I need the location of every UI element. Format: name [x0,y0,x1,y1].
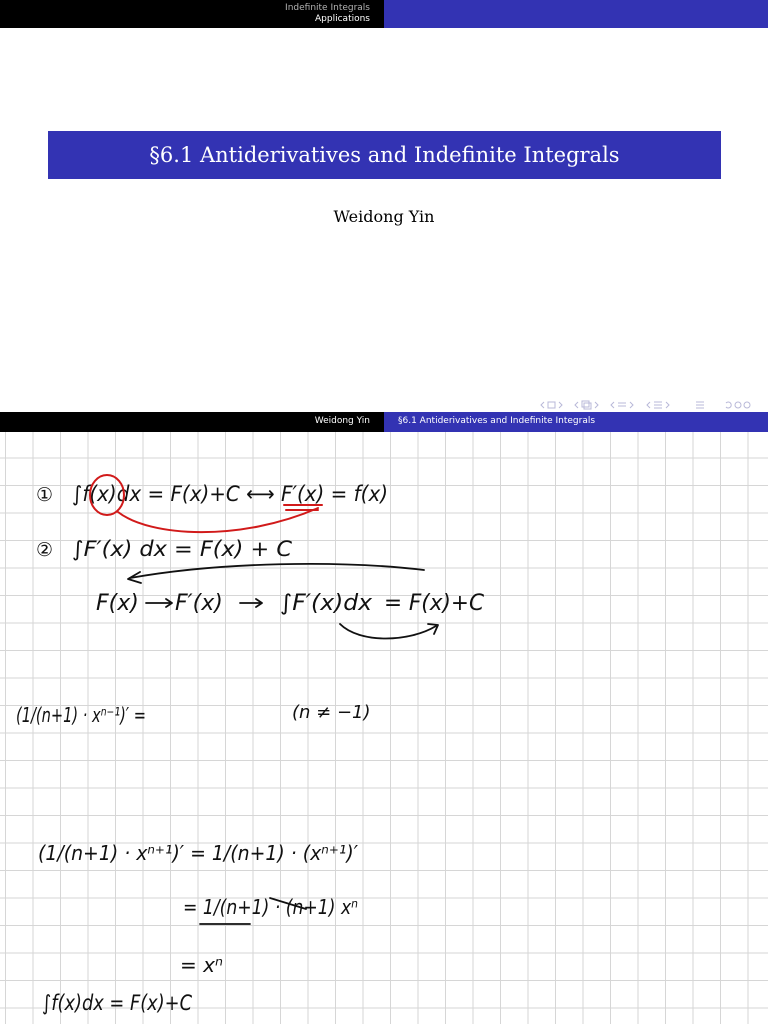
nav-section-indefinite-integrals[interactable]: Indefinite Integrals [285,3,370,13]
beamer-navigation-icons[interactable] [540,398,760,412]
nav-frame-icon [548,402,555,408]
title-box [48,131,721,179]
note-line-3-fprime: F′(x) [175,591,223,616]
note-line-3-integral: ∫F′(x)dx [280,591,374,616]
nav-prev-frame-icon [541,402,544,408]
slide-title: §6.1 Antiderivatives and Indefinite Integrals [149,143,620,167]
note-line-3-result: = F(x)+C [384,591,485,616]
note-expr-2-result: = xⁿ [180,953,223,977]
curved-arrow-annotation [340,624,436,639]
note-line-1: ∫f(x)dx = F(x)+C ⟷ F′(x) = f(x) [72,482,388,506]
footer-title: §6.1 Antiderivatives and Indefinite Integrals [398,416,596,426]
arrow-icon [146,599,172,607]
footer-author: Weidong Yin [314,416,370,426]
title-slide [0,0,768,412]
red-arrow-annotation [118,508,318,532]
red-underline-annotation [284,505,322,510]
note-expr-3: ∫f(x)dx = F(x)+C [42,991,193,1015]
nav-section-applications[interactable]: Applications [315,14,370,24]
back-arrow-annotation [130,564,424,578]
note-line-2: ∫F′(x) dx = F(x) + C [72,537,293,561]
note-line-3-fx: F(x) [96,591,139,616]
handwritten-notes [0,412,768,1024]
section-navigation [0,0,384,28]
header-bar-blue [384,0,768,28]
note-expr-2-step: = 1/(n+1) · (n+1) xⁿ [183,895,359,919]
author-name: Weidong Yin [333,207,435,226]
note-expr-1: (1/(n+1) · xⁿ⁻¹)′ = [16,703,146,727]
arrow-icon [240,599,262,607]
note-expr-2: (1/(n+1) · xⁿ⁺¹)′ = 1/(n+1) · (xⁿ⁺¹)′ [38,841,359,865]
note-condition: (n ≠ −1) [292,702,371,723]
nav-next-frame-icon [559,402,562,408]
nav-search-icon [726,402,731,408]
note-marker-2: ② [36,539,54,561]
notes-slide [0,412,768,1024]
note-marker-1: ① [36,484,54,506]
